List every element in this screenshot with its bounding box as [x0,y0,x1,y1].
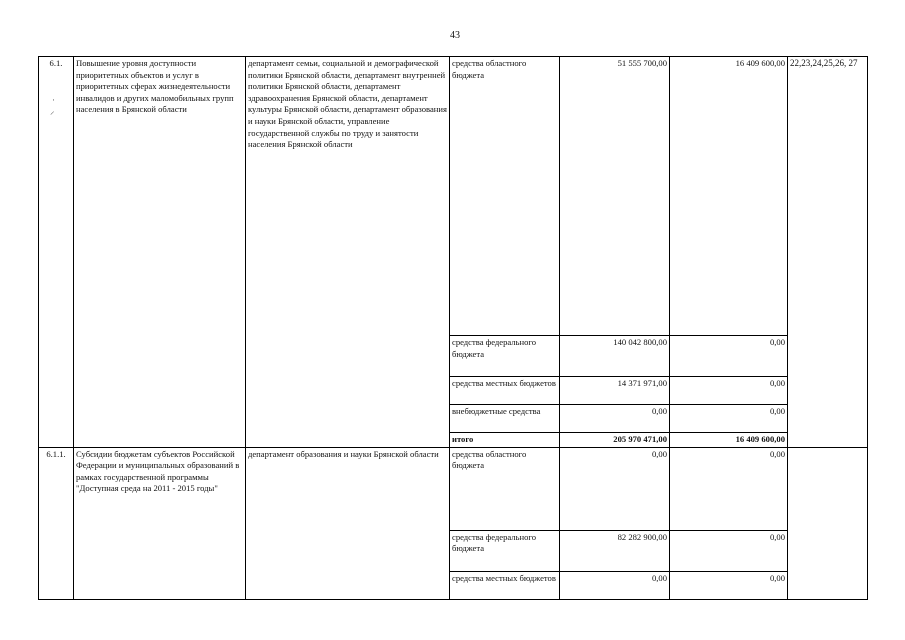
indicator-refs [788,447,868,599]
amount-year: 0,00 [670,447,788,530]
margin-mark: ⸝ [50,106,55,116]
source-label: средства областного бюджета [450,57,560,336]
amount-total: 0,00 [560,405,670,433]
source-label: итого [450,433,560,448]
amount-total: 14 371 971,00 [560,377,670,405]
source-label: средства местных бюджетов [450,571,560,599]
source-label: средства местных бюджетов [450,377,560,405]
page-number: 43 [450,30,460,41]
amount-total: 0,00 [560,447,670,530]
amount-total: 0,00 [560,571,670,599]
table-row [39,447,868,530]
amount-year: 16 409 600,00 [670,57,788,336]
amount-year: 0,00 [670,405,788,433]
amount-year: 0,00 [670,530,788,571]
executor: департамент семьи, социальной и демографической политики Брянской области, департамент внутренней политики Брянской области, департамент здравоохранения Брянской области, департамент культуры Брянской области, департамент образования и науки Брянской области, управление государственной службы по труду и занятости населения Брянской области [246,57,450,448]
amount-year: 0,00 [670,571,788,599]
amount-year: 16 409 600,00 [670,433,788,448]
row-code: 6.1. [39,57,74,448]
amount-year: 0,00 [670,336,788,377]
source-label: средства областного бюджета [450,447,560,530]
source-label: внебюджетные средства [450,405,560,433]
amount-total: 140 042 800,00 [560,336,670,377]
event-name: Повышение уровня доступности приоритетных объектов и услуг в приоритетных сферах жизнедеятельности инвалидов и других маломобильных групп населения в Брянской области [74,57,246,448]
margin-mark: · [52,95,55,105]
budget-table [38,56,868,600]
source-label: средства федерального бюджета [450,336,560,377]
event-name: Субсидии бюджетам субъектов Российской Федерации и муниципальных образований в рамках государственной программы "Доступная среда на 2011 - 2015 годы" [74,447,246,599]
amount-total: 82 282 900,00 [560,530,670,571]
row-code: 6.1.1. [39,447,74,599]
table-row [39,57,868,336]
amount-total: 205 970 471,00 [560,433,670,448]
executor: департамент образования и науки Брянской области [246,447,450,599]
amount-total: 51 555 700,00 [560,57,670,336]
indicator-refs: 22,23,24,25,26, 27 [788,57,868,448]
source-label: средства федерального бюджета [450,530,560,571]
amount-year: 0,00 [670,377,788,405]
